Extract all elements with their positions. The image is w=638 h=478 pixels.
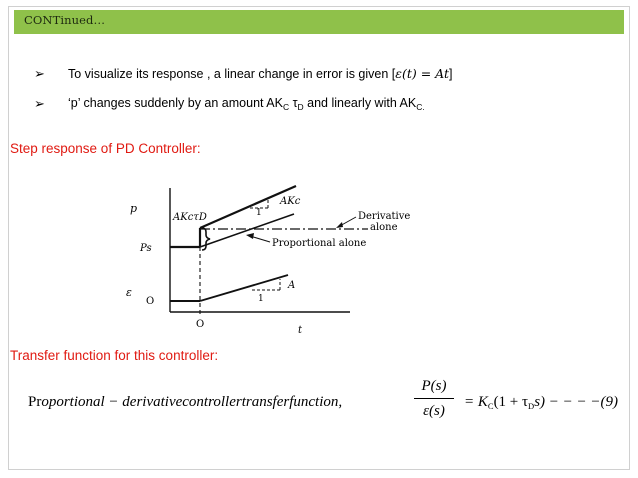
bullet-text: ‘p’ changes suddenly by an amount $AK_C$ $\tau_D$ and linearly with $AK_{C.}$ <box>68 96 425 112</box>
p-axis-label: p <box>130 202 138 215</box>
formula-numerator: P(s) <box>421 378 447 394</box>
zero-bottom-label: O <box>196 319 205 330</box>
eps-axis-label: ε <box>126 286 132 299</box>
akc-top-label: AKc <box>280 196 301 207</box>
header-title: CONTinued… <box>24 13 106 27</box>
transfer-function-heading: Transfer function for this controller: <box>10 348 219 363</box>
inline-math: ε(t) = At <box>395 66 449 81</box>
arrow-bullet-icon: ➢ <box>34 96 45 111</box>
bullet-text: To visualize its response , a linear change in error is given [ε(t) = At] <box>68 66 453 81</box>
derivative-label: Derivative <box>358 211 411 222</box>
proportional-label: Proportional alone <box>272 238 367 249</box>
formula-lhs: Proportional − derivativecontrollertransferfunction, <box>28 394 343 410</box>
ps-label: Ps <box>140 243 152 254</box>
derivative-alone-label: alone <box>370 222 398 233</box>
akc-taud-label: AKcτD <box>173 212 207 223</box>
fraction-bar <box>414 398 454 399</box>
arrow-bullet-icon: ➢ <box>34 66 45 81</box>
transfer-function-formula <box>28 378 628 438</box>
pd-step-response-diagram <box>118 180 478 338</box>
formula-rhs: = $K_C(1 + \tau_Ds)$ − − − −(9) <box>464 394 618 411</box>
one-top-label: 1 <box>256 208 262 218</box>
a-label: A <box>288 280 296 291</box>
formula-denominator: ε(s) <box>423 403 445 419</box>
one-bottom-label: 1 <box>258 294 264 304</box>
header-bar <box>14 10 624 34</box>
zero-left-label: O <box>146 296 155 307</box>
t-axis-label: t <box>298 325 303 336</box>
step-response-heading: Step response of PD Controller: <box>10 141 201 156</box>
